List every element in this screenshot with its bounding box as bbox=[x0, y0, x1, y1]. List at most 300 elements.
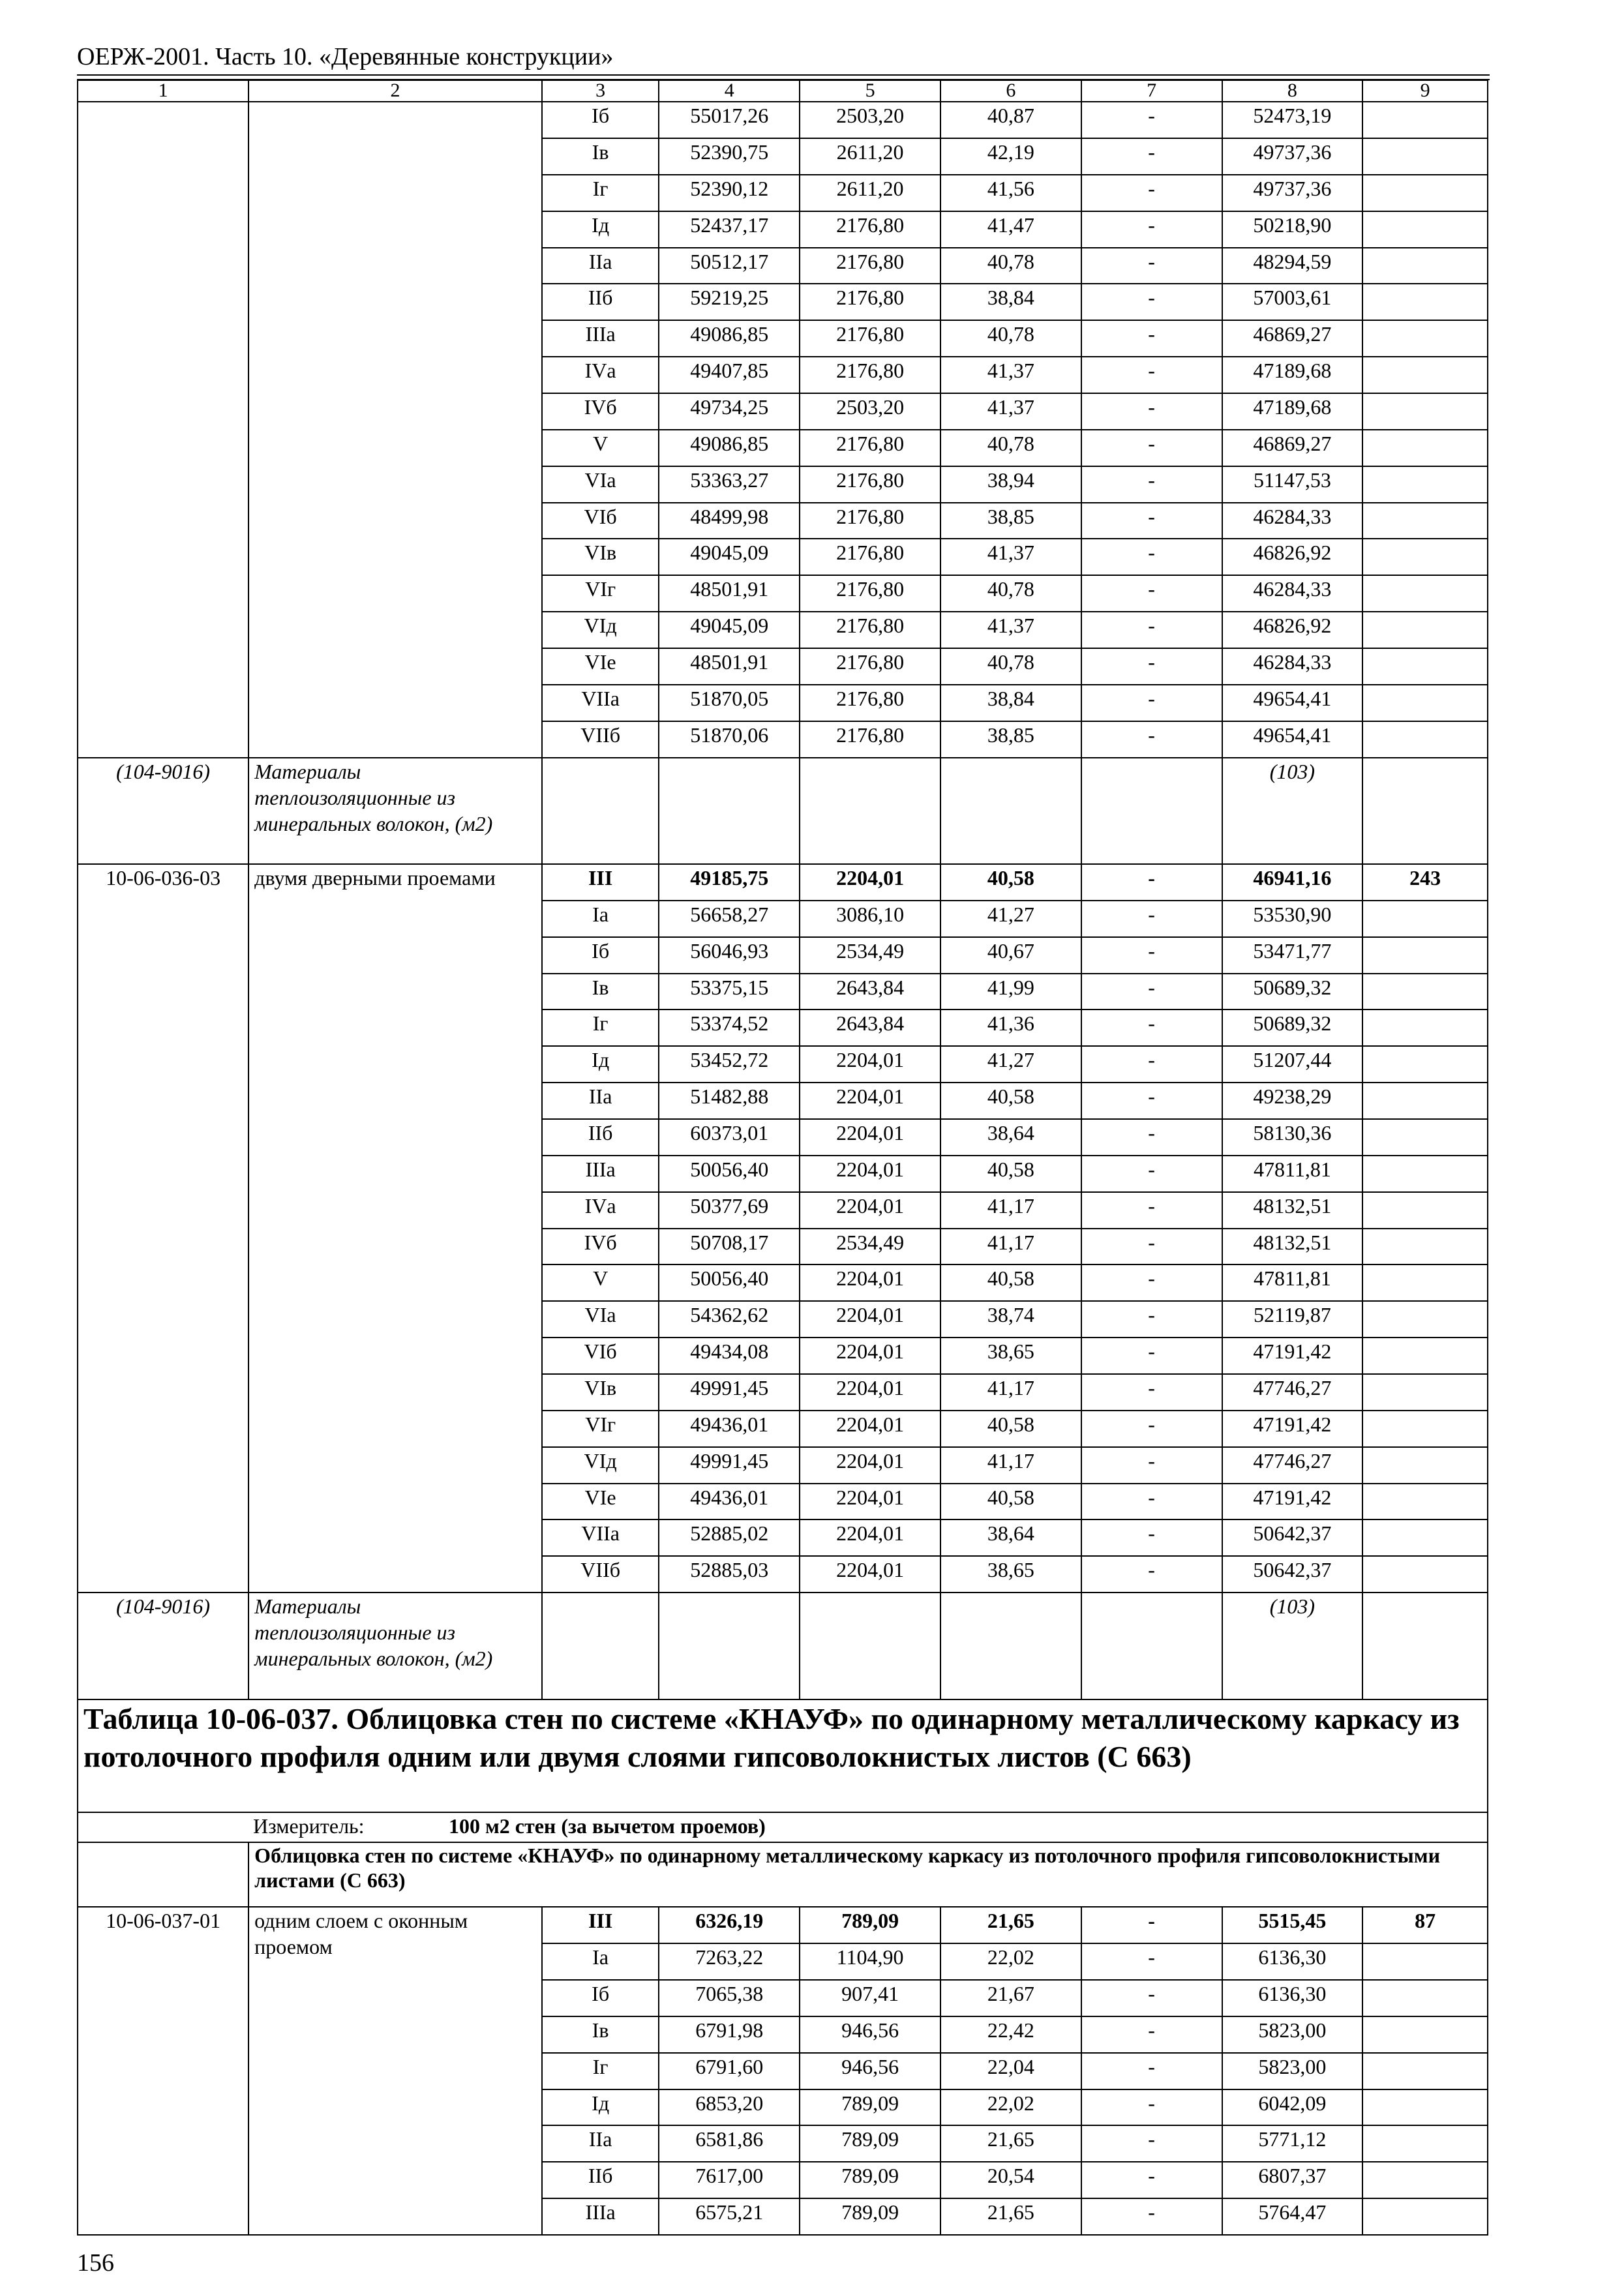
value-cell-c4: 50512,17 bbox=[659, 248, 800, 284]
value-cell-c4: 50056,40 bbox=[659, 1156, 800, 1192]
value-cell-c4: 53363,27 bbox=[659, 466, 800, 503]
value-cell-c9 bbox=[1362, 430, 1488, 466]
column-number: 4 bbox=[659, 80, 800, 102]
value-cell-c5: 2204,01 bbox=[800, 1119, 940, 1156]
value-cell-c7: - bbox=[1081, 1083, 1222, 1119]
value-cell-c9 bbox=[1362, 721, 1488, 758]
value-cell-c7: - bbox=[1081, 393, 1222, 430]
value-cell-c4: 49991,45 bbox=[659, 1374, 800, 1411]
value-cell-c9 bbox=[1362, 648, 1488, 685]
value-cell-c9 bbox=[1362, 2089, 1488, 2126]
table-body bbox=[78, 80, 1488, 2235]
value-cell-c5: 2176,80 bbox=[800, 248, 940, 284]
value-cell-c7: - bbox=[1081, 648, 1222, 685]
value-cell-c4: 52390,75 bbox=[659, 138, 800, 175]
value-cell-c9 bbox=[1362, 1192, 1488, 1229]
value-cell-c6: 40,58 bbox=[940, 1484, 1081, 1520]
value-cell-c9 bbox=[1362, 1156, 1488, 1192]
value-cell-c5: 2176,80 bbox=[800, 466, 940, 503]
value-cell-c6: 22,02 bbox=[940, 2089, 1081, 2126]
value-cell-c5: 2176,80 bbox=[800, 612, 940, 648]
value-cell-c6: 40,58 bbox=[940, 864, 1081, 901]
value-cell-c7: - bbox=[1081, 1010, 1222, 1046]
value-cell-c5: 2176,80 bbox=[800, 575, 940, 612]
value-cell-c9 bbox=[1362, 974, 1488, 1010]
value-cell-c6: 38,84 bbox=[940, 284, 1081, 320]
value-cell-c9 bbox=[1362, 1083, 1488, 1119]
column-number: 1 bbox=[78, 80, 248, 102]
zone-cell: Iб bbox=[542, 1980, 659, 2016]
value-cell-c5: 2176,80 bbox=[800, 648, 940, 685]
zone-cell: IVа bbox=[542, 357, 659, 393]
value-cell-c7: - bbox=[1081, 1301, 1222, 1338]
value-cell-c6: 40,78 bbox=[940, 248, 1081, 284]
zone-cell: IIа bbox=[542, 248, 659, 284]
value-cell-c5: 2643,84 bbox=[800, 1010, 940, 1046]
value-cell-c7: - bbox=[1081, 1119, 1222, 1156]
value-cell-c4: 53452,72 bbox=[659, 1046, 800, 1083]
value-cell-c7: - bbox=[1081, 685, 1222, 721]
value-cell-c6: 20,54 bbox=[940, 2162, 1081, 2198]
value-cell-c5: 2176,80 bbox=[800, 211, 940, 248]
value-cell-c8: 5823,00 bbox=[1222, 2053, 1363, 2089]
value-cell-c8: 46284,33 bbox=[1222, 503, 1363, 539]
value-cell-c6: 40,58 bbox=[940, 1264, 1081, 1301]
value-cell-c4: 59219,25 bbox=[659, 284, 800, 320]
value-cell-c4: 52885,03 bbox=[659, 1556, 800, 1593]
table-row bbox=[78, 1907, 1488, 1943]
value-cell-c6: 40,58 bbox=[940, 1083, 1081, 1119]
value-cell-c8: 5515,45 bbox=[1222, 1907, 1363, 1943]
value-cell-c5: 2611,20 bbox=[800, 138, 940, 175]
value-cell-c9 bbox=[1362, 1484, 1488, 1520]
column-number-row bbox=[78, 80, 1488, 102]
value-cell-c6: 38,64 bbox=[940, 1519, 1081, 1556]
empty-cell bbox=[1081, 758, 1222, 864]
value-cell-c8: 5771,12 bbox=[1222, 2125, 1363, 2162]
value-cell-c6: 41,37 bbox=[940, 393, 1081, 430]
value-cell-c7: - bbox=[1081, 2198, 1222, 2235]
zone-cell: Iв bbox=[542, 2016, 659, 2053]
zone-cell: Iг bbox=[542, 1010, 659, 1046]
zone-cell: Iд bbox=[542, 1046, 659, 1083]
value-cell-c6: 38,65 bbox=[940, 1338, 1081, 1374]
value-cell-c8: 46826,92 bbox=[1222, 612, 1363, 648]
column-number: 5 bbox=[800, 80, 940, 102]
value-cell-c4: 53374,52 bbox=[659, 1010, 800, 1046]
value-cell-c6: 41,17 bbox=[940, 1229, 1081, 1265]
zone-cell: IVб bbox=[542, 393, 659, 430]
value-cell-c4: 49436,01 bbox=[659, 1484, 800, 1520]
value-cell-c4: 52390,12 bbox=[659, 175, 800, 211]
value-cell-c4: 49045,09 bbox=[659, 539, 800, 575]
value-cell-c5: 2611,20 bbox=[800, 175, 940, 211]
value-cell-c8: 50218,90 bbox=[1222, 211, 1363, 248]
resource-code: (104-9016) bbox=[78, 758, 248, 864]
value-cell-c5: 2204,01 bbox=[800, 1411, 940, 1447]
value-cell-c8: 6136,30 bbox=[1222, 1943, 1363, 1980]
value-cell-c4: 53375,15 bbox=[659, 974, 800, 1010]
value-cell-c7: - bbox=[1081, 248, 1222, 284]
value-cell-c8: 46284,33 bbox=[1222, 575, 1363, 612]
value-cell-c5: 2204,01 bbox=[800, 1447, 940, 1484]
value-cell-c5: 2176,80 bbox=[800, 503, 940, 539]
value-cell-c9 bbox=[1362, 685, 1488, 721]
value-cell-c9 bbox=[1362, 102, 1488, 138]
value-cell-c8: 48132,51 bbox=[1222, 1229, 1363, 1265]
value-cell-c6: 38,94 bbox=[940, 466, 1081, 503]
zone-cell: VIв bbox=[542, 539, 659, 575]
empty-cell bbox=[1362, 758, 1488, 864]
zone-cell: Iб bbox=[542, 937, 659, 974]
empty-cell bbox=[1362, 1593, 1488, 1699]
value-cell-c9 bbox=[1362, 1119, 1488, 1156]
value-cell-c6: 40,58 bbox=[940, 1156, 1081, 1192]
value-cell-c4: 51482,88 bbox=[659, 1083, 800, 1119]
value-cell-c9 bbox=[1362, 1943, 1488, 1980]
value-cell-c4: 6326,19 bbox=[659, 1907, 800, 1943]
value-cell-c9: 87 bbox=[1362, 1907, 1488, 1943]
value-cell-c7: - bbox=[1081, 2016, 1222, 2053]
zone-cell: IIIа bbox=[542, 2198, 659, 2235]
value-cell-c8: 48132,51 bbox=[1222, 1192, 1363, 1229]
value-cell-c4: 7617,00 bbox=[659, 2162, 800, 2198]
value-cell-c8: 47191,42 bbox=[1222, 1411, 1363, 1447]
value-cell-c6: 41,27 bbox=[940, 1046, 1081, 1083]
zone-cell: IIб bbox=[542, 1119, 659, 1156]
zone-cell: Iд bbox=[542, 2089, 659, 2126]
value-cell-c5: 789,09 bbox=[800, 2089, 940, 2126]
zone-cell: VIе bbox=[542, 1484, 659, 1520]
value-cell-c5: 789,09 bbox=[800, 2162, 940, 2198]
value-cell-c7: - bbox=[1081, 1519, 1222, 1556]
value-cell-c4: 54362,62 bbox=[659, 1301, 800, 1338]
value-cell-c7: - bbox=[1081, 102, 1222, 138]
zone-cell: VIг bbox=[542, 575, 659, 612]
value-cell-c6: 41,56 bbox=[940, 175, 1081, 211]
value-cell-c7: - bbox=[1081, 1229, 1222, 1265]
value-cell-c8: 50642,37 bbox=[1222, 1556, 1363, 1593]
value-cell-c5: 2534,49 bbox=[800, 937, 940, 974]
value-cell-c7: - bbox=[1081, 1447, 1222, 1484]
empty-cell bbox=[800, 1593, 940, 1699]
empty-cell bbox=[800, 758, 940, 864]
value-cell-c4: 50708,17 bbox=[659, 1229, 800, 1265]
zone-cell: IIа bbox=[542, 1083, 659, 1119]
measure-label: Измеритель: bbox=[253, 1814, 365, 1838]
group-title: Облицовка стен по системе «КНАУФ» по одинарному металлическому каркасу из потолочного профиля гипсоволокнистыми листами (С 663) bbox=[248, 1842, 1488, 1907]
value-cell-c4: 7263,22 bbox=[659, 1943, 800, 1980]
column-number: 3 bbox=[542, 80, 659, 102]
zone-cell: Iв bbox=[542, 138, 659, 175]
value-cell-c6: 41,17 bbox=[940, 1447, 1081, 1484]
value-cell-c9 bbox=[1362, 1010, 1488, 1046]
table-title-row bbox=[78, 1699, 1488, 1813]
value-cell-c7: - bbox=[1081, 2053, 1222, 2089]
value-cell-c5: 2204,01 bbox=[800, 1156, 940, 1192]
value-cell-c7: - bbox=[1081, 1980, 1222, 2016]
zone-cell: VIIб bbox=[542, 721, 659, 758]
resource-row bbox=[78, 758, 1488, 864]
resource-name: Материалы теплоизоляционные из минеральных волокон, (м2) bbox=[248, 758, 542, 864]
value-cell-c5: 2204,01 bbox=[800, 1556, 940, 1593]
empty-cell bbox=[940, 1593, 1081, 1699]
value-cell-c9 bbox=[1362, 575, 1488, 612]
value-cell-c8: 58130,36 bbox=[1222, 1119, 1363, 1156]
table-row bbox=[78, 864, 1488, 901]
value-cell-c5: 2643,84 bbox=[800, 974, 940, 1010]
rate-description bbox=[248, 102, 542, 757]
value-cell-c6: 21,65 bbox=[940, 1907, 1081, 1943]
table-title: Таблица 10-06-037. Облицовка стен по системе «КНАУФ» по одинарному металлическому каркасу из потолочного профиля одним или двумя слоями гипсоволокнистых листов (С 663) bbox=[78, 1699, 1488, 1813]
page-number: 156 bbox=[77, 2249, 114, 2277]
price-table bbox=[77, 80, 1488, 2236]
zone-cell: VIд bbox=[542, 1447, 659, 1484]
group-row bbox=[78, 1842, 1488, 1907]
value-cell-c7: - bbox=[1081, 1192, 1222, 1229]
value-cell-c7: - bbox=[1081, 138, 1222, 175]
value-cell-c7: - bbox=[1081, 1046, 1222, 1083]
value-cell-c5: 946,56 bbox=[800, 2053, 940, 2089]
value-cell-c4: 48501,91 bbox=[659, 648, 800, 685]
measure-row bbox=[78, 1812, 1488, 1842]
value-cell-c4: 49991,45 bbox=[659, 1447, 800, 1484]
value-cell-c7: - bbox=[1081, 612, 1222, 648]
value-cell-c9 bbox=[1362, 1556, 1488, 1593]
zone-cell: IIа bbox=[542, 2125, 659, 2162]
value-cell-c9 bbox=[1362, 1338, 1488, 1374]
value-cell-c9 bbox=[1362, 612, 1488, 648]
zone-cell: VIIа bbox=[542, 1519, 659, 1556]
zone-cell: VIг bbox=[542, 1411, 659, 1447]
value-cell-c7: - bbox=[1081, 1338, 1222, 1374]
value-cell-c8: 52119,87 bbox=[1222, 1301, 1363, 1338]
value-cell-c9 bbox=[1362, 211, 1488, 248]
column-number: 2 bbox=[248, 80, 542, 102]
resource-row bbox=[78, 1593, 1488, 1699]
zone-cell: IIб bbox=[542, 2162, 659, 2198]
value-cell-c7: - bbox=[1081, 1556, 1222, 1593]
value-cell-c8: 46284,33 bbox=[1222, 648, 1363, 685]
value-cell-c8: 47811,81 bbox=[1222, 1264, 1363, 1301]
value-cell-c8: 46826,92 bbox=[1222, 539, 1363, 575]
value-cell-c9 bbox=[1362, 2016, 1488, 2053]
value-cell-c5: 2204,01 bbox=[800, 1301, 940, 1338]
value-cell-c6: 41,37 bbox=[940, 357, 1081, 393]
empty-cell bbox=[542, 1593, 659, 1699]
value-cell-c4: 6853,20 bbox=[659, 2089, 800, 2126]
value-cell-c8: 49654,41 bbox=[1222, 721, 1363, 758]
value-cell-c9 bbox=[1362, 2053, 1488, 2089]
value-cell-c4: 51870,06 bbox=[659, 721, 800, 758]
value-cell-c6: 41,36 bbox=[940, 1010, 1081, 1046]
value-cell-c5: 2204,01 bbox=[800, 864, 940, 901]
value-cell-c8: 47746,27 bbox=[1222, 1374, 1363, 1411]
rate-code: 10-06-036-03 bbox=[78, 864, 248, 1593]
value-cell-c5: 946,56 bbox=[800, 2016, 940, 2053]
value-cell-c5: 2176,80 bbox=[800, 721, 940, 758]
value-cell-c7: - bbox=[1081, 575, 1222, 612]
zone-cell: IIб bbox=[542, 284, 659, 320]
value-cell-c8: 51207,44 bbox=[1222, 1046, 1363, 1083]
value-cell-c7: - bbox=[1081, 211, 1222, 248]
value-cell-c9 bbox=[1362, 937, 1488, 974]
zone-cell: Iв bbox=[542, 974, 659, 1010]
zone-cell: VIа bbox=[542, 1301, 659, 1338]
value-cell-c6: 38,84 bbox=[940, 685, 1081, 721]
value-cell-c8: 6042,09 bbox=[1222, 2089, 1363, 2126]
rate-code: 10-06-037-01 bbox=[78, 1907, 248, 2235]
value-cell-c9 bbox=[1362, 320, 1488, 357]
value-cell-c8: 47191,42 bbox=[1222, 1338, 1363, 1374]
value-cell-c5: 2503,20 bbox=[800, 393, 940, 430]
value-cell-c9 bbox=[1362, 357, 1488, 393]
value-cell-c4: 7065,38 bbox=[659, 1980, 800, 2016]
value-cell-c9 bbox=[1362, 466, 1488, 503]
value-cell-c5: 2204,01 bbox=[800, 1192, 940, 1229]
zone-cell: VIд bbox=[542, 612, 659, 648]
value-cell-c5: 2176,80 bbox=[800, 357, 940, 393]
zone-cell: Iа bbox=[542, 901, 659, 937]
value-cell-c9 bbox=[1362, 901, 1488, 937]
value-cell-c8: 53471,77 bbox=[1222, 937, 1363, 974]
value-cell-c7: - bbox=[1081, 1156, 1222, 1192]
zone-cell: Iб bbox=[542, 102, 659, 138]
value-cell-c5: 2204,01 bbox=[800, 1374, 940, 1411]
value-cell-c9 bbox=[1362, 1301, 1488, 1338]
value-cell-c7: - bbox=[1081, 1374, 1222, 1411]
value-cell-c7: - bbox=[1081, 937, 1222, 974]
value-cell-c6: 38,64 bbox=[940, 1119, 1081, 1156]
value-cell-c6: 40,78 bbox=[940, 575, 1081, 612]
value-cell-c8: 46869,27 bbox=[1222, 430, 1363, 466]
empty-cell bbox=[659, 758, 800, 864]
value-cell-c5: 2176,80 bbox=[800, 284, 940, 320]
column-number: 6 bbox=[940, 80, 1081, 102]
value-cell-c7: - bbox=[1081, 175, 1222, 211]
column-number: 9 bbox=[1362, 80, 1488, 102]
value-cell-c4: 6791,98 bbox=[659, 2016, 800, 2053]
value-cell-c7: - bbox=[1081, 974, 1222, 1010]
value-cell-c8: 47811,81 bbox=[1222, 1156, 1363, 1192]
empty-cell bbox=[940, 758, 1081, 864]
value-cell-c5: 907,41 bbox=[800, 1980, 940, 2016]
value-cell-c9 bbox=[1362, 138, 1488, 175]
value-cell-c9 bbox=[1362, 175, 1488, 211]
value-cell-c7: - bbox=[1081, 1411, 1222, 1447]
value-cell-c8: 6136,30 bbox=[1222, 1980, 1363, 2016]
empty-cell bbox=[659, 1593, 800, 1699]
value-cell-c8: 6807,37 bbox=[1222, 2162, 1363, 2198]
value-cell-c7: - bbox=[1081, 503, 1222, 539]
value-cell-c9 bbox=[1362, 1374, 1488, 1411]
value-cell-c4: 52885,02 bbox=[659, 1519, 800, 1556]
value-cell-c9 bbox=[1362, 503, 1488, 539]
value-cell-c4: 60373,01 bbox=[659, 1119, 800, 1156]
value-cell-c6: 41,37 bbox=[940, 539, 1081, 575]
value-cell-c6: 40,58 bbox=[940, 1411, 1081, 1447]
value-cell-c6: 38,85 bbox=[940, 503, 1081, 539]
value-cell-c7: - bbox=[1081, 357, 1222, 393]
value-cell-c9 bbox=[1362, 1519, 1488, 1556]
value-cell-c6: 22,42 bbox=[940, 2016, 1081, 2053]
value-cell-c6: 38,65 bbox=[940, 1556, 1081, 1593]
value-cell-c7: - bbox=[1081, 2162, 1222, 2198]
value-cell-c8: 48294,59 bbox=[1222, 248, 1363, 284]
value-cell-c5: 2176,80 bbox=[800, 320, 940, 357]
value-cell-c6: 22,04 bbox=[940, 2053, 1081, 2089]
value-cell-c5: 2204,01 bbox=[800, 1338, 940, 1374]
zone-cell: IVа bbox=[542, 1192, 659, 1229]
zone-cell: VIб bbox=[542, 503, 659, 539]
value-cell-c9 bbox=[1362, 539, 1488, 575]
measure-value: 100 м2 стен (за вычетом проемов) bbox=[449, 1814, 766, 1838]
zone-cell: III bbox=[542, 1907, 659, 1943]
value-cell-c6: 40,78 bbox=[940, 430, 1081, 466]
zone-cell: III bbox=[542, 864, 659, 901]
value-cell-c6: 40,78 bbox=[940, 648, 1081, 685]
value-cell-c5: 2176,80 bbox=[800, 539, 940, 575]
value-cell-c8: 5823,00 bbox=[1222, 2016, 1363, 2053]
value-cell-c9 bbox=[1362, 248, 1488, 284]
value-cell-c8: 57003,61 bbox=[1222, 284, 1363, 320]
value-cell-c4: 6791,60 bbox=[659, 2053, 800, 2089]
zone-cell: Iа bbox=[542, 1943, 659, 1980]
value-cell-c8: 46941,16 bbox=[1222, 864, 1363, 901]
value-cell-c5: 2204,01 bbox=[800, 1264, 940, 1301]
value-cell-c8: 49238,29 bbox=[1222, 1083, 1363, 1119]
value-cell-c9 bbox=[1362, 1046, 1488, 1083]
value-cell-c4: 56658,27 bbox=[659, 901, 800, 937]
zone-cell: Iд bbox=[542, 211, 659, 248]
value-cell-c9 bbox=[1362, 2125, 1488, 2162]
resource-name: Материалы теплоизоляционные из минеральных волокон, (м2) bbox=[248, 1593, 542, 1699]
zone-cell: Iг bbox=[542, 2053, 659, 2089]
value-cell-c9: 243 bbox=[1362, 864, 1488, 901]
page-header: ОЕРЖ-2001. Часть 10. «Деревянные конструкции» bbox=[77, 43, 614, 70]
value-cell-c4: 52437,17 bbox=[659, 211, 800, 248]
empty-cell bbox=[78, 1842, 248, 1907]
value-cell-c8: 50642,37 bbox=[1222, 1519, 1363, 1556]
value-cell-c7: - bbox=[1081, 539, 1222, 575]
empty-cell bbox=[1081, 1593, 1222, 1699]
value-cell-c6: 40,67 bbox=[940, 937, 1081, 974]
value-cell-c8: 47746,27 bbox=[1222, 1447, 1363, 1484]
value-cell-c9 bbox=[1362, 1447, 1488, 1484]
value-cell-c6: 41,99 bbox=[940, 974, 1081, 1010]
value-cell-c6: 38,74 bbox=[940, 1301, 1081, 1338]
value-cell-c6: 41,17 bbox=[940, 1192, 1081, 1229]
value-cell-c4: 48499,98 bbox=[659, 503, 800, 539]
value-cell-c4: 49045,09 bbox=[659, 612, 800, 648]
zone-cell: Iг bbox=[542, 175, 659, 211]
value-cell-c7: - bbox=[1081, 2089, 1222, 2126]
zone-cell: V bbox=[542, 1264, 659, 1301]
value-cell-c4: 6575,21 bbox=[659, 2198, 800, 2235]
value-cell-c8: 47189,68 bbox=[1222, 393, 1363, 430]
value-cell-c5: 3086,10 bbox=[800, 901, 940, 937]
value-cell-c4: 50056,40 bbox=[659, 1264, 800, 1301]
value-cell-c4: 49185,75 bbox=[659, 864, 800, 901]
value-cell-c5: 2204,01 bbox=[800, 1046, 940, 1083]
value-cell-c8: 47189,68 bbox=[1222, 357, 1363, 393]
value-cell-c5: 2534,49 bbox=[800, 1229, 940, 1265]
value-cell-c6: 21,65 bbox=[940, 2198, 1081, 2235]
value-cell-c6: 40,78 bbox=[940, 320, 1081, 357]
value-cell-c7: - bbox=[1081, 1484, 1222, 1520]
value-cell-c8: 47191,42 bbox=[1222, 1484, 1363, 1520]
value-cell-c6: 41,37 bbox=[940, 612, 1081, 648]
